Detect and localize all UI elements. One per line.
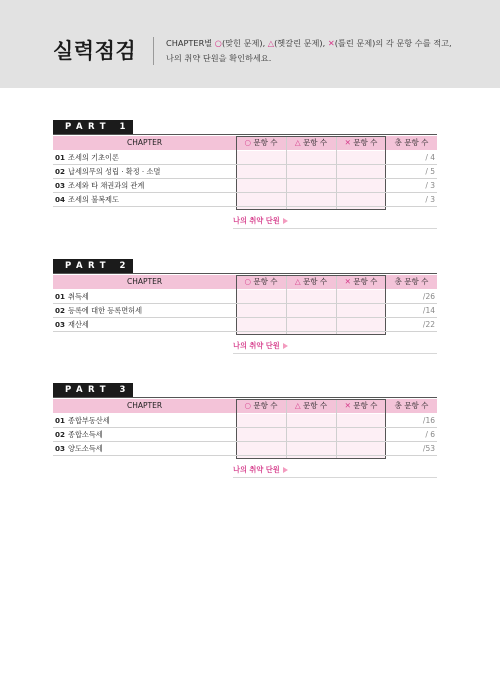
triangle-count-label: 문항 수 xyxy=(303,138,328,147)
weak-unit-text: 나의 취약 단원 xyxy=(233,341,280,350)
part-label: PART 2 xyxy=(53,259,133,273)
x-symbol: ✕ xyxy=(344,401,351,410)
row-number: 01 xyxy=(55,416,66,425)
circle-count-label: 문항 수 xyxy=(253,401,278,410)
row-number: 02 xyxy=(55,167,66,176)
x-count-label: 문항 수 xyxy=(353,138,378,147)
row-number: 02 xyxy=(55,306,66,315)
row-label xyxy=(55,442,103,456)
weak-unit-line xyxy=(233,228,437,229)
row-total: / 6 xyxy=(425,430,435,439)
total-header: 총 문항 수 xyxy=(394,401,429,410)
row-total: /16 xyxy=(422,416,435,425)
circle-count-label: 문항 수 xyxy=(253,277,278,286)
row-number: 04 xyxy=(55,195,66,204)
table-row xyxy=(53,318,437,332)
circle-symbol: ○ xyxy=(244,277,252,286)
row-title: 양도소득세 xyxy=(68,444,103,453)
x-count-label: 문항 수 xyxy=(353,401,378,410)
weak-unit-label xyxy=(233,215,288,227)
table-row xyxy=(53,414,437,428)
row-total: /26 xyxy=(422,292,435,301)
triangle-symbol: △ xyxy=(267,38,275,48)
table-row xyxy=(53,151,437,165)
row-total: /22 xyxy=(422,320,435,329)
weak-unit-line xyxy=(233,353,437,354)
instruction-x-text: (틀린 문제)의 각 문항 수를 적고, xyxy=(334,38,452,48)
circle-symbol: ○ xyxy=(244,401,252,410)
triangle-symbol: △ xyxy=(294,401,301,410)
row-label xyxy=(55,179,144,193)
row-title: 조세의 불복제도 xyxy=(68,195,119,204)
instruction-part1: CHAPTER별 xyxy=(166,38,215,48)
weak-unit-label xyxy=(233,464,288,476)
part-label: PART 3 xyxy=(53,383,133,397)
row-number: 03 xyxy=(55,181,66,190)
part-section-1 xyxy=(53,120,437,230)
row-title: 취득세 xyxy=(68,292,89,301)
header-divider xyxy=(153,37,154,65)
arrow-right-icon xyxy=(283,343,288,349)
x-symbol: ✕ xyxy=(327,38,335,48)
row-label xyxy=(55,193,119,207)
instruction-line-1 xyxy=(166,36,452,51)
instruction-circle-text: (맞힌 문제), xyxy=(221,38,268,48)
chapter-header: CHAPTER xyxy=(126,277,163,286)
row-label xyxy=(55,428,103,442)
row-total: / 3 xyxy=(425,181,435,190)
x-symbol: ✕ xyxy=(344,138,351,147)
circle-count-label: 문항 수 xyxy=(253,138,278,147)
weak-unit-text: 나의 취약 단원 xyxy=(233,465,280,474)
row-label xyxy=(55,414,110,428)
table-row xyxy=(53,193,437,207)
total-header: 총 문항 수 xyxy=(394,277,429,286)
chapter-header: CHAPTER xyxy=(126,138,163,147)
arrow-right-icon xyxy=(283,218,288,224)
table-row xyxy=(53,442,437,456)
row-number: 03 xyxy=(55,320,66,329)
part-label: PART 1 xyxy=(53,120,133,134)
part-rule xyxy=(53,134,437,135)
instruction-text xyxy=(166,36,452,66)
row-total: /53 xyxy=(422,444,435,453)
total-header: 총 문항 수 xyxy=(394,138,429,147)
triangle-symbol: △ xyxy=(294,138,301,147)
row-title: 조세와 타 채권과의 관계 xyxy=(68,181,145,190)
row-number: 02 xyxy=(55,430,66,439)
table-row xyxy=(53,290,437,304)
x-count-label: 문항 수 xyxy=(353,277,378,286)
row-title: 종합소득세 xyxy=(68,430,103,439)
weak-unit-text: 나의 취약 단원 xyxy=(233,216,280,225)
table-row xyxy=(53,165,437,179)
instruction-triangle-text: (헷갈린 문제), xyxy=(274,38,328,48)
part-section-2 xyxy=(53,259,437,355)
row-title: 조세의 기초이론 xyxy=(68,153,119,162)
chapter-header: CHAPTER xyxy=(126,401,163,410)
row-title: 종합부동산세 xyxy=(68,416,110,425)
row-label xyxy=(55,165,160,179)
x-symbol: ✕ xyxy=(344,277,351,286)
row-total: / 4 xyxy=(425,153,435,162)
table-row xyxy=(53,428,437,442)
row-total: / 3 xyxy=(425,195,435,204)
triangle-count-label: 문항 수 xyxy=(303,277,328,286)
part-rule xyxy=(53,397,437,398)
part-section-3 xyxy=(53,383,437,479)
row-number: 01 xyxy=(55,292,66,301)
weak-unit-line xyxy=(233,477,437,478)
row-title: 등록에 대한 등록면허세 xyxy=(68,306,143,315)
row-label xyxy=(55,151,119,165)
arrow-right-icon xyxy=(283,467,288,473)
row-total: / 5 xyxy=(425,167,435,176)
row-number: 03 xyxy=(55,444,66,453)
weak-unit-label xyxy=(233,340,288,352)
table-row xyxy=(53,304,437,318)
table-row xyxy=(53,179,437,193)
circle-symbol: ○ xyxy=(244,138,252,147)
circle-symbol: ○ xyxy=(214,38,222,48)
part-rule xyxy=(53,273,437,274)
page-title: 실력점검 xyxy=(53,39,137,63)
row-label xyxy=(55,318,89,332)
triangle-symbol: △ xyxy=(294,277,301,286)
triangle-count-label: 문항 수 xyxy=(303,401,328,410)
row-number: 01 xyxy=(55,153,66,162)
header-band xyxy=(0,0,500,88)
row-total: /14 xyxy=(422,306,435,315)
instruction-line-2: 나의 취약 단원을 확인하세요. xyxy=(166,53,272,63)
row-label xyxy=(55,304,142,318)
row-label xyxy=(55,290,89,304)
row-title: 납세의무의 성립 · 확정 · 소멸 xyxy=(68,167,161,176)
row-title: 재산세 xyxy=(68,320,89,329)
